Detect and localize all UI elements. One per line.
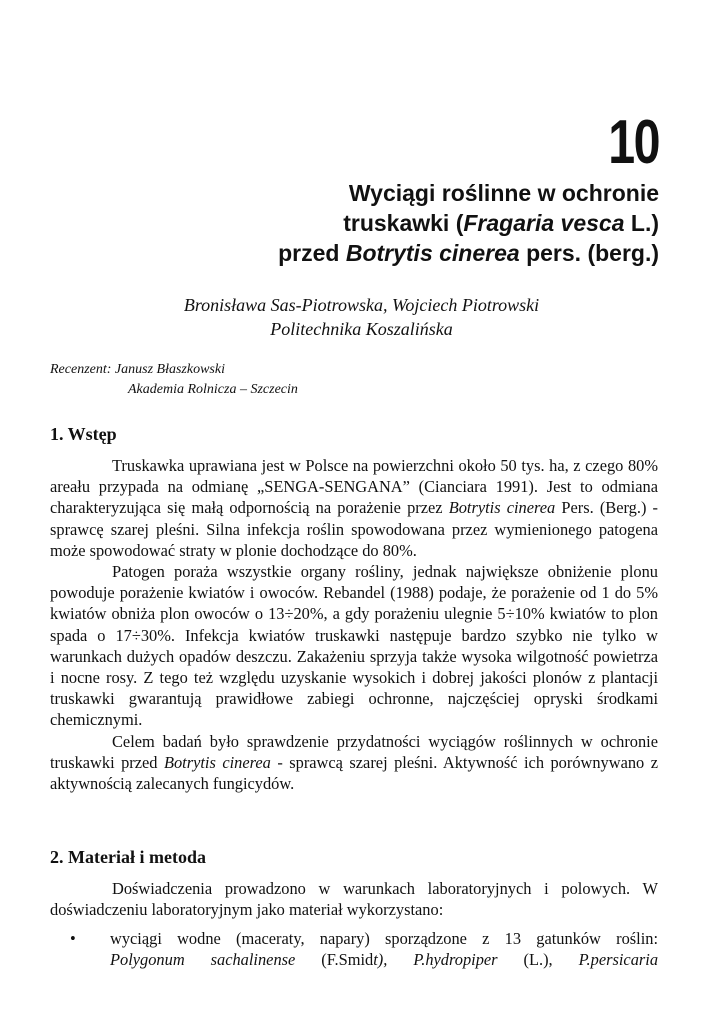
pathogen-name: Botrytis cinerea bbox=[163, 752, 271, 772]
title-line-2-text: truskawki ( bbox=[343, 210, 464, 236]
title-line-3-text: przed bbox=[278, 240, 346, 266]
title-pathogen-name: Botrytis cinerea bbox=[345, 240, 520, 266]
species-name: P.persicaria bbox=[578, 950, 659, 970]
paragraph: Doświadczenia prowadzono w warunkach laboratoryjnych i polowych. W doświadczeniu laboratoryjnym jako materiał wykorzystano: bbox=[50, 879, 658, 920]
paragraph: Patogen poraża wszystkie organy rośliny, jednak największe obniżenie plonu powoduje porażenie kwiatów i owoców. Rebandel (1988) podaje, że porażenie od 1 do 5% kwiatów obniża plon owoców o 13÷20%, a gdy porażeniu ulegnie 5÷10% kwiatów to plon spada o 17÷30%. Infekcja kwiatów truskawki następuje bardzo szybko nie tylko w warunkach dużych opadów deszczu. Zakażeniu sprzyja także wysoka wilgotność powietrza i nocne rosy. Z tego też względu uzyskanie wysokich i dobrej jakości plonów z plantacji truskawki gwarantują prawidłowe zabiegi ochronne, najczęściej opryski środkami chemicznymi. bbox=[50, 562, 658, 730]
bullet-icon: • bbox=[70, 929, 76, 948]
title-line-2-suffix: L.) bbox=[624, 210, 659, 236]
author-institution: Politechnika Koszalińska bbox=[270, 319, 453, 339]
title-line-1: Wyciągi roślinne w ochronie bbox=[348, 180, 659, 206]
reviewer-affiliation: Akademia Rolnicza – Szczecin bbox=[128, 382, 298, 397]
paragraph-text: Pers. (Berg.) - sprawcę szarej pleśni. Silna infekcja roślin spowodowana przez wymienionego patogena może spowodować straty w plonie dochodzące do 80%. bbox=[50, 498, 658, 560]
list-item-text bbox=[110, 928, 658, 970]
section-1-heading: 1. Wstęp bbox=[50, 424, 117, 444]
pathogen-name: Botrytis cinerea bbox=[448, 498, 556, 518]
paragraph bbox=[50, 455, 658, 561]
author-names: Bronisława Sas-Piotrowska, Wojciech Piotrowski bbox=[183, 295, 540, 315]
section-2-body bbox=[50, 878, 658, 920]
title-species-name: Fragaria vesca bbox=[463, 210, 625, 236]
list-item bbox=[50, 928, 658, 970]
species-name: Polygonum sachalinense bbox=[110, 950, 296, 970]
species-name: t), P.hydropiper bbox=[373, 950, 498, 970]
title-line-3-suffix: pers. (berg.) bbox=[519, 240, 659, 266]
paragraph-text: - sprawcą szarej pleśni. Aktywność ich porównywano z aktywnością zalecanych fungicydów. bbox=[50, 752, 658, 794]
section-2-heading: 2. Materiał i metoda bbox=[50, 847, 206, 867]
paper-title bbox=[99, 178, 659, 268]
paragraph-text: Truskawka uprawiana jest w Polsce na powierzchni około 50 tys. ha, z czego 80% areału przypada na odmianę „SENGA-SENGANA” (Cianciara 1991). Jest to odmiana charakteryzująca się małą odpornością na porażenie przez bbox=[50, 456, 658, 518]
list-item-line: wyciągi wodne (maceraty, napary) sporządzone z 13 gatunków roślin: bbox=[110, 929, 658, 948]
reviewer-block bbox=[50, 360, 298, 400]
title-line-3 bbox=[99, 238, 659, 268]
chapter-number: 10 bbox=[608, 108, 659, 177]
paragraph bbox=[50, 731, 658, 795]
list-item-line: (F.Smid bbox=[295, 950, 374, 970]
list-item-line: (L.), bbox=[497, 950, 579, 970]
bullet-list bbox=[50, 928, 658, 970]
paragraph-text: Celem badań było sprawdzenie przydatności wyciągów roślinnych w ochronie truskawki przed bbox=[50, 731, 658, 772]
authors-block bbox=[0, 293, 723, 341]
reviewer-name: Recenzent: Janusz Błaszkowski bbox=[50, 362, 225, 377]
section-1-body bbox=[50, 455, 658, 794]
title-line-2 bbox=[99, 208, 659, 238]
